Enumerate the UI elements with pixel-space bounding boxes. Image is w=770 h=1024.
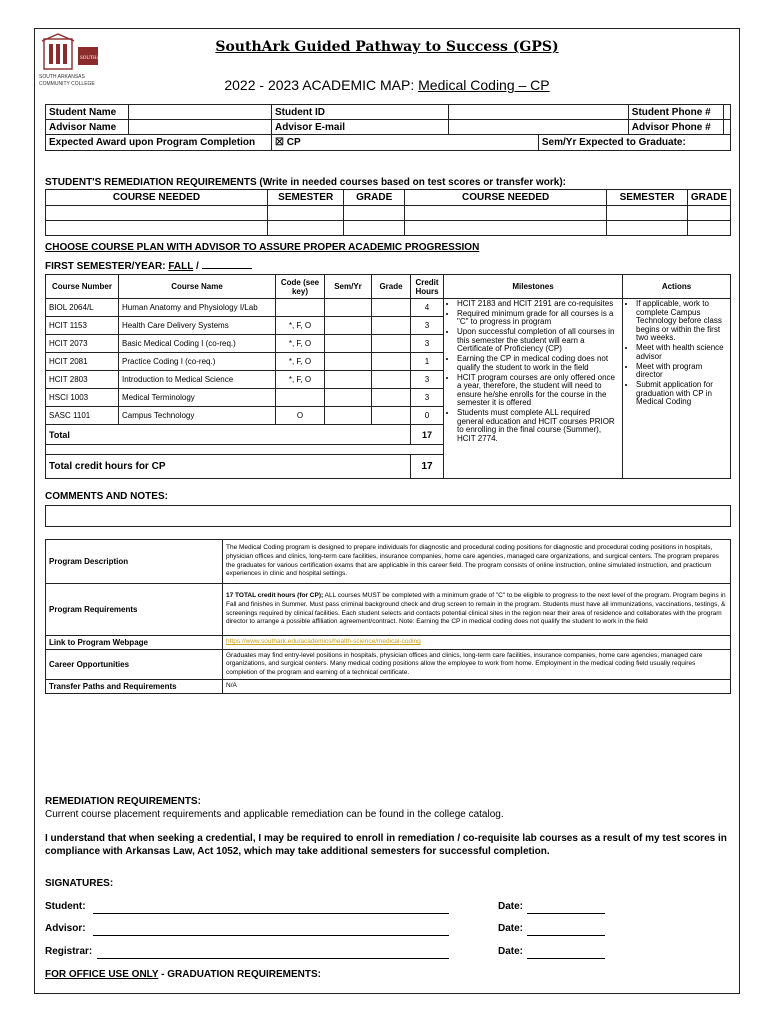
- course-plan-table: Course Number Course Name Code (see key) Sem/Yr Grade Credit Hours Milestones Actions BIOL 2064/L Human Anatomy and Physiology I/Lab 4 • HCIT 2183 and HCIT 2191 are co-requisites • Required minimum grade for all courses is a "C" to progress in program • Upon successful completion of all courses in this semester the student will earn a Certificate of Proficiency (CP) • Earning the CP in medical coding does not qualify the student to work in the field • HCIT program courses are only offered once a year, therefore, the student will need to ensure he/she enrolls for the course in the semester it is offered • Students must complete ALL required general education and HCIT courses PRIOR to enrolling in the final course (Summer), HCIT 2774. • If applicable, work to complete Campus Technology before class begins or within the first two weeks. • Meet with health science advisor • Meet with program director • Submit application for graduation with CP in Medical Coding HCIT 1153 Health Care Delivery Systems *, F, O 3 HCIT 2073 Basic Medical Coding I (co-req.) *, F, O 3 HCIT 2081 Practice Coding I (co-req.) *, F, O 1 HCIT 2803 Introduction to Medical Science *, F, O 3 HSCI 1003 Medical Terminology 3 SASC 1101 Campus Technology O 0 Total 17 Total credit hours for CP 17: [45, 274, 731, 479]
- remediation-req-text: Current course placement requirements and applicable remediation can be found in the college catalog.: [45, 809, 504, 820]
- advisor-name-field[interactable]: [129, 120, 272, 135]
- student-name-field[interactable]: [129, 105, 272, 120]
- student-phone-field[interactable]: [723, 105, 730, 120]
- svg-text:SOUTHARK: SOUTHARK: [80, 56, 108, 61]
- page-title: SouthArk Guided Pathway to Success (GPS): [215, 39, 559, 55]
- credential-statement: I understand that when seeking a credential, I may be required to enroll in remediation / co-requisite lab courses as a result of my test scores in compliance with Arkansas Law, Act 1052, which may take additional semesters for successful completion.: [45, 833, 727, 857]
- academic-map-title: 2022 - 2023 ACADEMIC MAP: Medical Coding – CP: [224, 77, 550, 93]
- svg-text:SOUTH ARKANSAS: SOUTH ARKANSAS: [39, 74, 85, 80]
- program-webpage-link[interactable]: https://www.southark.edu/academics/health-science/medical-coding: [226, 638, 421, 646]
- academic-map-page: SOUTHARK SOUTH ARKANSAS COMMUNITY COLLEGE SouthArk Guided Pathway to Success (GPS) 2022 - 2023 ACADEMIC MAP: Medical Coding – CP Student Name Student ID Student Phone # Advisor Name Advisor E-mail Advisor Phone # Expected Award upon Program Completion ☒ CP Sem/Yr Expected to Graduate: STUDENT'S REMEDIATION REQUIREMENTS (Write in needed courses based on test scores or transfer work): COURSE NEEDED SEMESTER GRADE COURSE NEEDED SEMESTER GRADE CHOOSE COURSE PLAN WITH ADVISOR TO ASSURE PROPER ACADEMIC PROGRESSION FIRST SEMESTER/YEAR: FALL / Course Number Course Name Code (see key) Sem/Yr Grade Credit Hours Milestones Actions BIOL 2064/L Human Anatomy and Physiology I/Lab 4 • HCIT 2183 and HCIT 2191 are co-requisites • Required minimum grade for all courses is a "C" to progress in program • Upon successful completion of all courses in this semester the student will earn a Certificate of Proficiency (CP) • Earning the CP in medical coding does not qualify the student to work in the field • HCIT program courses are only offered once a year, therefore, the student will need to ensure he/she enrolls for the course in the semester it is offered • Students must complete ALL required general education and HCIT courses PRIOR to enrolling in the final course (Summer), HCIT 2774. • If applicable, work to complete Campus Technology before class begins or within the first two weeks. • Meet with health science advisor • Meet with program director • Submit application for graduation with CP in Medical Coding HCIT 1153 Health Care Delivery Systems *, F, O 3 HCIT 2073 Basic Medical Coding I (co-req.) *, F, O 3 HCIT 2081 Practice Coding I (co-req.) *, F, O 1 HCIT 2803 Introduction to Medical Science *, F, O 3 HSCI 1003 Medical Terminology 3 SASC 1101 Campus Technology O 0 Total 17 Total credit hours for CP 17 COMMENTS AND NOTES: Program Description The Medical Coding program is designed to prepare individuals for diagnostic and procedural coding positions for diagnostic and procedural coding positions in hospitals, physician offices and clinics, long-term care facilities, insurance companies, home care agencies, managed care organizations, and surgical centers. The program prepares the graduates for various certification exams that are applicable in this career field. The program consists of online instruction, online simulated instruction, and practicum experiences in clinic and hospital settings. Program Requirements 17 TOTAL credit hours (for CP); ALL courses MUST be completed with a minimum grade of "C" to be eligible to progress to the next level of the program. Program begins in Fall and finishes in Summer. Must pass criminal background check and drug screen to remain in the program. Students must have all immunizations, vaccinations, testings, & screenings required by clinical facilities. Each student selects and contacts potential clinical sites in the region near their area of residence and collaborates with the program director to arrange a possible affiliation agreement/contract. Note: Earning the CP in medical coding does not qualify the student to work in the field Link to Program Webpage https://www.southark.edu/academics/health-science/medical-coding Career Opportunities Graduates may find entry-level positions in hospitals, physician offices and clinics, long-term care facilities, insurance companies, home care agencies, managed care organizations, and surgical centers. Many medical coding positions allow the employee to work from home. Employment in the medical coding field usually requires completion of the program and earning of a technical certificate. Transfer Paths and Requirements N/A REMEDIATION REQUIREMENTS: Current course placement requirements and applicable remediation can be found in the college catalog. I understand that when seeking a credential, I may be required to enroll in remediation / co-requisite lab courses as a result of my test scores in compliance with Arkansas Law, Act 1052, which may take additional semesters for successful completion. SIGNATURES: Student: Date: Advisor: Date: Registrar: Date: FOR OFFICE USE ONLY - GRADUATION REQUIREMENTS:: [34, 28, 740, 994]
- remediation-table: COURSE NEEDED SEMESTER GRADE COURSE NEEDED SEMESTER GRADE: [45, 189, 731, 236]
- award-cp-checkbox[interactable]: ☒ CP: [272, 135, 539, 151]
- course-row: HCIT 2081 Practice Coding I (co-req.) *, F, O 1: [46, 353, 731, 371]
- advisor-phone-field[interactable]: [723, 120, 730, 135]
- course-row: HCIT 2073 Basic Medical Coding I (co-req.) *, F, O 3: [46, 335, 731, 353]
- student-signature-line[interactable]: [93, 913, 449, 914]
- student-id-field[interactable]: [449, 105, 629, 120]
- first-semester-label: FIRST SEMESTER/YEAR: FALL /: [45, 261, 252, 272]
- registrar-signature-line[interactable]: [97, 958, 449, 959]
- remediation-heading: STUDENT'S REMEDIATION REQUIREMENTS (Write in needed courses based on test scores or transfer work):: [45, 177, 566, 188]
- course-row: HCIT 1153 Health Care Delivery Systems *, F, O 3: [46, 317, 731, 335]
- course-row: BIOL 2064/L Human Anatomy and Physiology I/Lab 4 • HCIT 2183 and HCIT 2191 are co-requisites • Required minimum grade for all courses is a "C" to progress in program • Upon successful completion of all courses in this semester the student will earn a Certificate of Proficiency (CP) • Earning the CP in medical coding does not qualify the student to work in the field • HCIT program courses are only offered once a year, therefore, the student will need to ensure he/she enrolls for the course in the semester it is offered • Students must complete ALL required general education and HCIT courses PRIOR to enrolling in the final course (Summer), HCIT 2774. • If applicable, work to complete Campus Technology before class begins or within the first two weeks. • Meet with health science advisor • Meet with program director • Submit application for graduation with CP in Medical Coding: [46, 299, 731, 317]
- signatures-heading: SIGNATURES:: [45, 878, 114, 889]
- program-info-table: Program Description The Medical Coding program is designed to prepare individuals for diagnostic and procedural coding positions for diagnostic and procedural coding positions in hospitals, physician offices and clinics, long-term care facilities, insurance companies, home care agencies, managed care organizations, and surgical centers. The program prepares the graduates for various certification exams that are applicable in this career field. The program consists of online instruction, online simulated instruction, and practicum experiences in clinic and hospital settings. Program Requirements 17 TOTAL credit hours (for CP); ALL courses MUST be completed with a minimum grade of "C" to be eligible to progress to the next level of the program. Program begins in Fall and finishes in Summer. Must pass criminal background check and drug screen to remain in the program. Students must have all immunizations, vaccinations, testings, & screenings required by clinical facilities. Each student selects and contacts potential clinical sites in the region near their area of residence and collaborates with the program director to arrange a possible affiliation agreement/contract. Note: Earning the CP in medical coding does not qualify the student to work in the field Link to Program Webpage https://www.southark.edu/academics/health-science/medical-coding Career Opportunities Graduates may find entry-level positions in hospitals, physician offices and clinics, long-term care facilities, insurance companies, home care agencies, managed care organizations, and surgical centers. Many medical coding positions allow the employee to work from home. Employment in the medical coding field usually requires completion of the program and earning of a technical certificate. Transfer Paths and Requirements N/A: [45, 539, 731, 694]
- svg-text:COMMUNITY COLLEGE: COMMUNITY COLLEGE: [39, 81, 95, 87]
- milestones-cell: • HCIT 2183 and HCIT 2191 are co-requisites • Required minimum grade for all courses is a "C" to progress in program • Upon successful completion of all courses in this semester the student will earn a Certificate of Proficiency (CP) • Earning the CP in medical coding does not qualify the student to work in the field • HCIT program courses are only offered once a year, therefore, the student will need to ensure he/she enrolls for the course in the semester it is offered • Students must complete ALL required general education and HCIT courses PRIOR to enrolling in the final course (Summer), HCIT 2774.: [444, 299, 623, 479]
- student-date-line[interactable]: [527, 913, 605, 914]
- course-row: SASC 1101 Campus Technology O 0: [46, 407, 731, 425]
- advisor-email-field[interactable]: [449, 120, 629, 135]
- course-row: HCIT 2803 Introduction to Medical Science *, F, O 3: [46, 371, 731, 389]
- remediation-req-heading: REMEDIATION REQUIREMENTS:: [45, 796, 201, 807]
- office-use-heading: FOR OFFICE USE ONLY - GRADUATION REQUIREMENTS:: [45, 969, 321, 980]
- advisor-signature-line[interactable]: [93, 935, 449, 936]
- registrar-date-line[interactable]: [527, 958, 605, 959]
- student-info-table: Student Name Student ID Student Phone # Advisor Name Advisor E-mail Advisor Phone # Expected Award upon Program Completion ☒ CP Sem/Yr Expected to Graduate:: [45, 104, 731, 151]
- choose-plan-heading: CHOOSE COURSE PLAN WITH ADVISOR TO ASSURE PROPER ACADEMIC PROGRESSION: [45, 242, 480, 253]
- program-name: Medical Coding – CP: [418, 77, 550, 93]
- advisor-date-line[interactable]: [527, 935, 605, 936]
- comments-field[interactable]: [45, 505, 731, 527]
- comments-label: COMMENTS AND NOTES:: [45, 491, 168, 502]
- actions-cell: • If applicable, work to complete Campus Technology before class begins or within the first two weeks. • Meet with health science advisor • Meet with program director • Submit application for graduation with CP in Medical Coding: [623, 299, 731, 479]
- course-row: HSCI 1003 Medical Terminology 3: [46, 389, 731, 407]
